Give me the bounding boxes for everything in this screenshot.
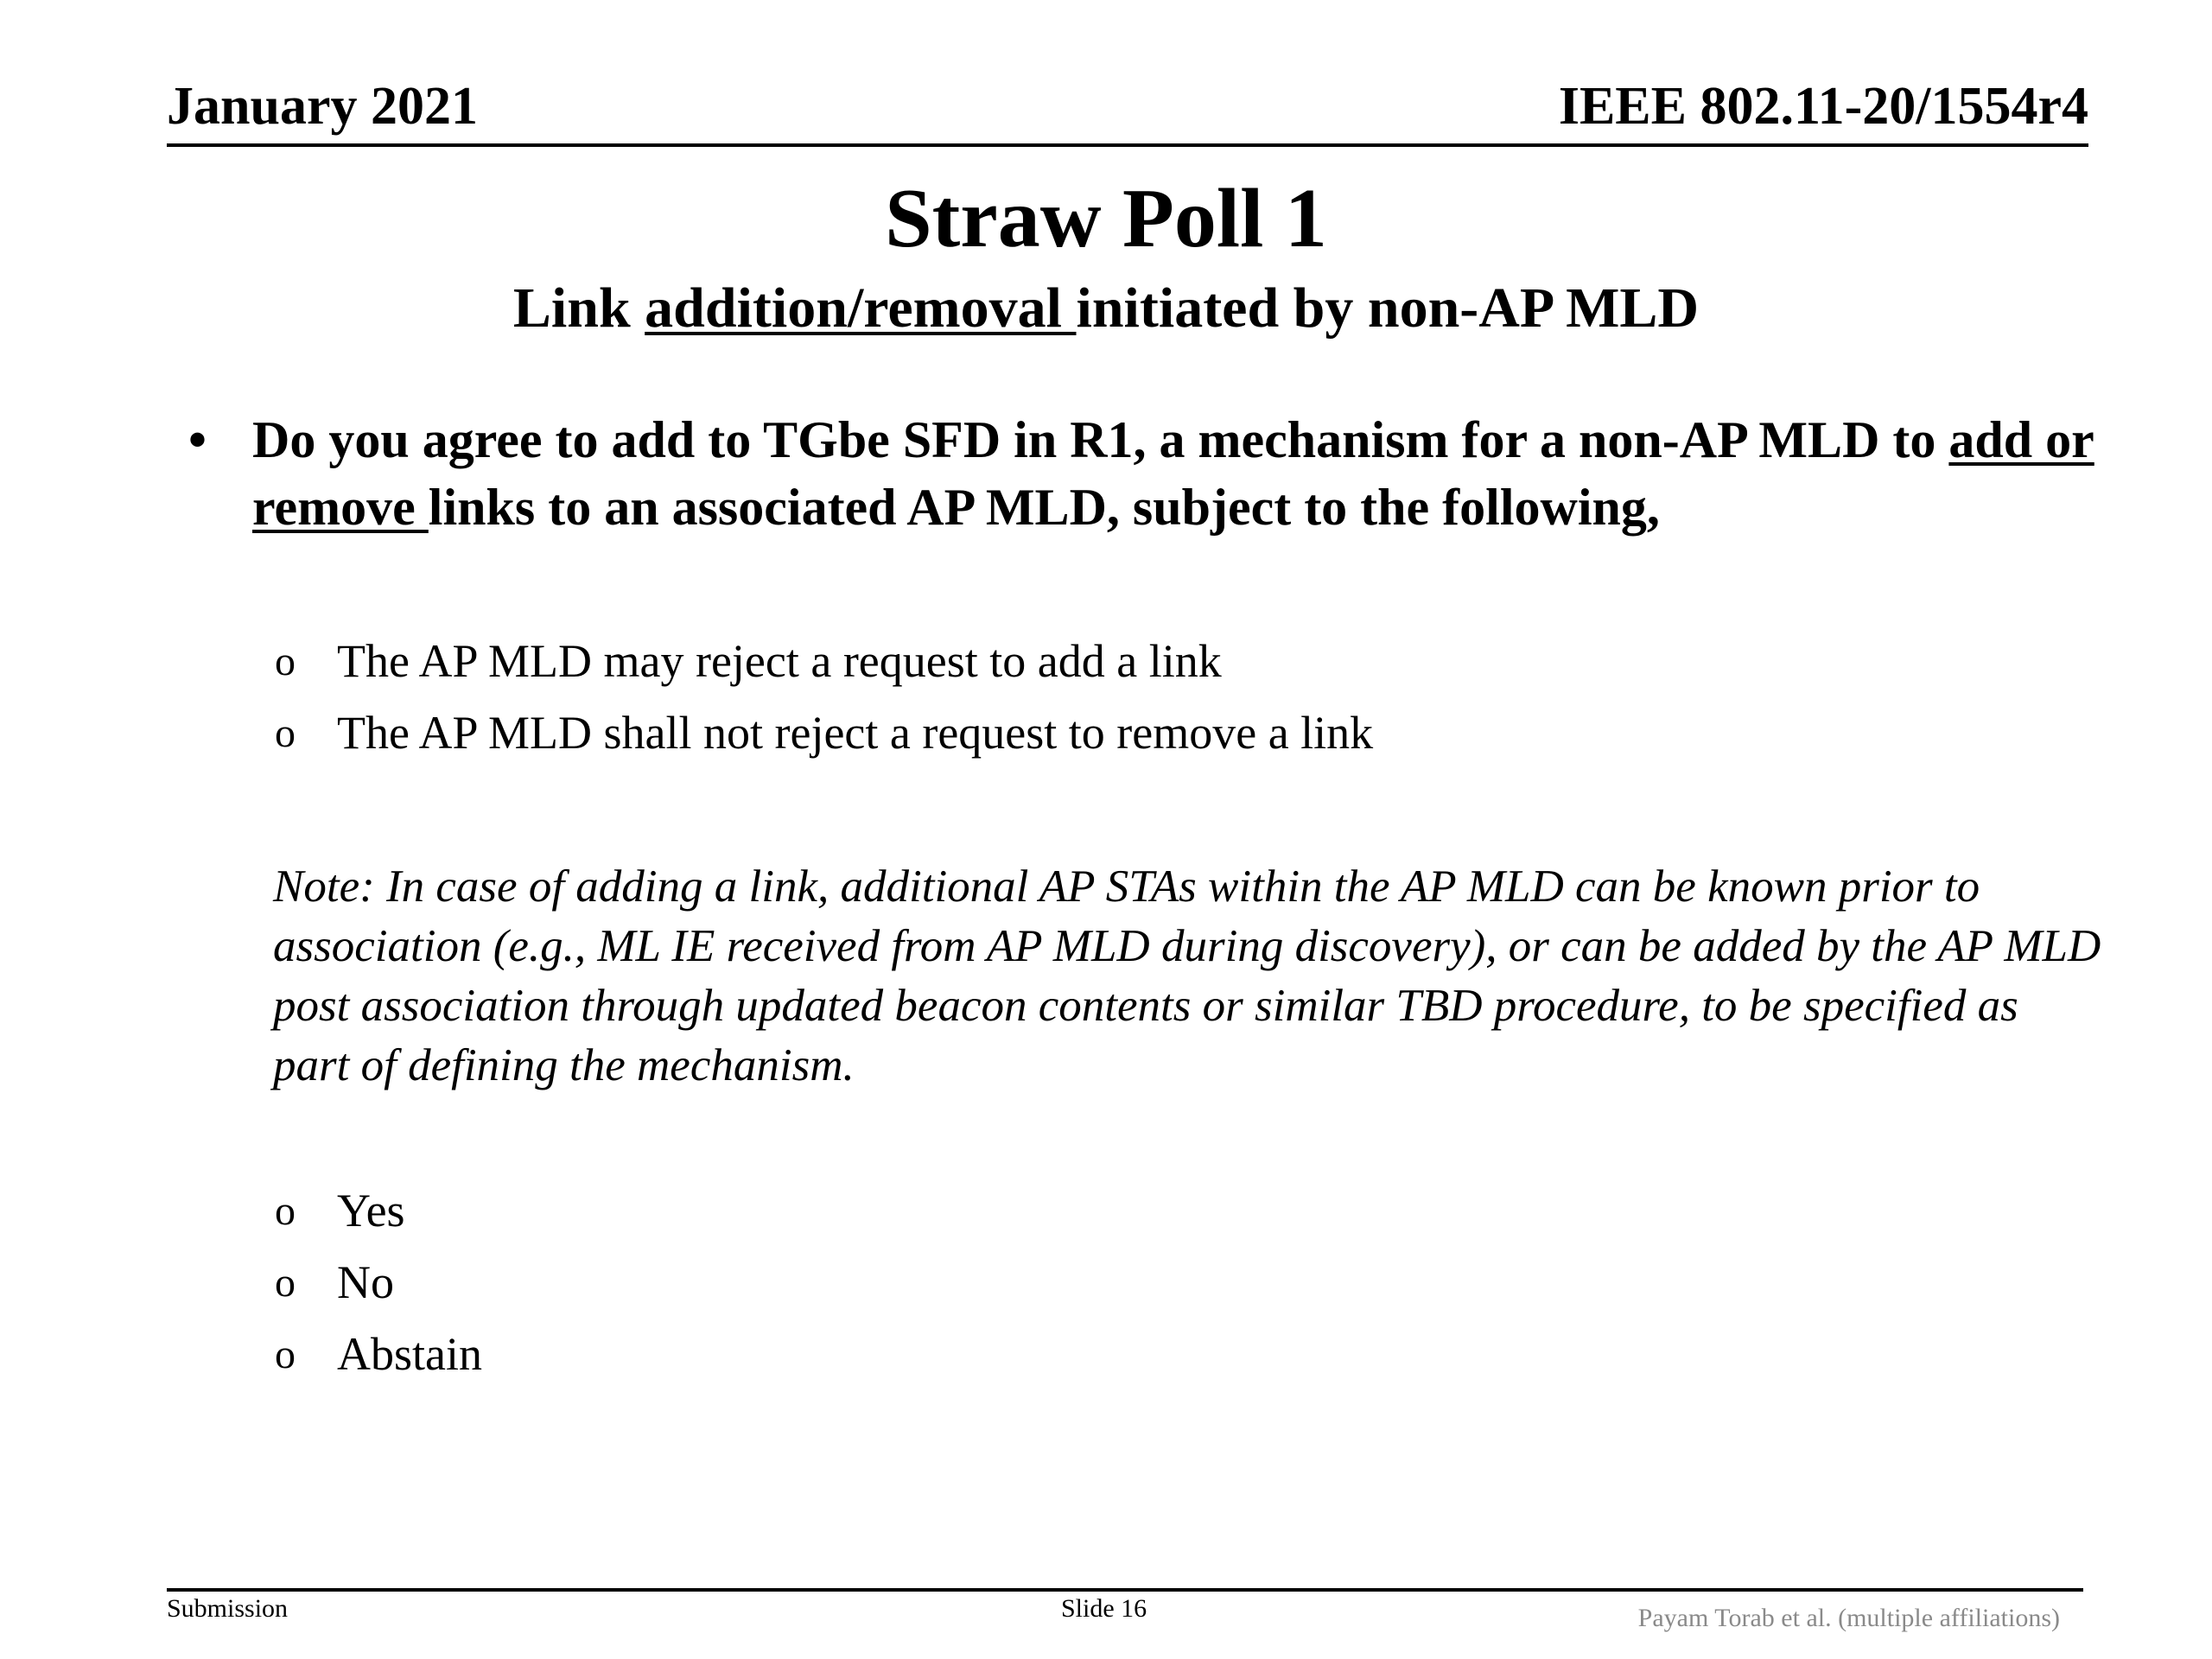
circle-bullet-icon: o	[275, 1260, 296, 1306]
subtitle-suffix: initiated by non-AP MLD	[1076, 276, 1700, 340]
list-item	[275, 1319, 482, 1390]
list-item	[275, 626, 1373, 697]
question-part1: Do you agree to add to TGbe SFD in R1, a mechanism for a non-AP MLD to	[252, 411, 1949, 468]
subtitle-prefix: Link	[512, 276, 645, 340]
question-part2: links to an associated AP MLD, subject to the following,	[428, 479, 1660, 536]
option-no: No	[337, 1256, 394, 1308]
circle-bullet-icon: o	[275, 1332, 296, 1377]
circle-bullet-icon: o	[275, 639, 296, 684]
footer-author: Payam Torab et al. (multiple affiliations)	[1637, 1604, 2060, 1632]
subtitle-underlined: addition/removal	[645, 276, 1077, 340]
conditions-list	[275, 626, 1373, 769]
slide-title: Straw Poll 1	[885, 172, 1327, 265]
circle-bullet-icon: o	[275, 710, 296, 756]
footer-slide-number: Slide 16	[1061, 1594, 1147, 1623]
question-text	[252, 406, 2127, 541]
condition-text: The AP MLD shall not reject a request to remove a link	[337, 707, 1374, 759]
condition-text: The AP MLD may reject a request to add a link	[337, 635, 1222, 687]
list-item	[275, 1247, 482, 1319]
option-yes: Yes	[337, 1185, 405, 1236]
header-document-id: IEEE 802.11-20/1554r4	[1558, 77, 2088, 136]
list-item	[275, 697, 1373, 769]
poll-options-list	[275, 1175, 482, 1390]
header-date: January 2021	[167, 77, 478, 136]
circle-bullet-icon: o	[275, 1188, 296, 1234]
footer-divider	[167, 1588, 2083, 1592]
note-text: Note: In case of adding a link, additional AP STAs within the AP MLD can be known prior to association (e.g., ML IE received from AP MLD during discovery), or can be added by the AP MLD post association through updated beacon contents or similar TBD procedure, to be specified as part of defining the mechanism.	[273, 861, 2101, 1090]
footer-submission: Submission	[167, 1594, 289, 1623]
header-divider	[167, 143, 2088, 147]
option-abstain: Abstain	[337, 1328, 482, 1380]
slide-subtitle	[0, 278, 2212, 338]
poll-question	[188, 406, 2127, 541]
list-item	[275, 1175, 482, 1247]
bullet-marker: •	[188, 411, 207, 468]
question-underlined: add or remove	[252, 411, 2094, 536]
